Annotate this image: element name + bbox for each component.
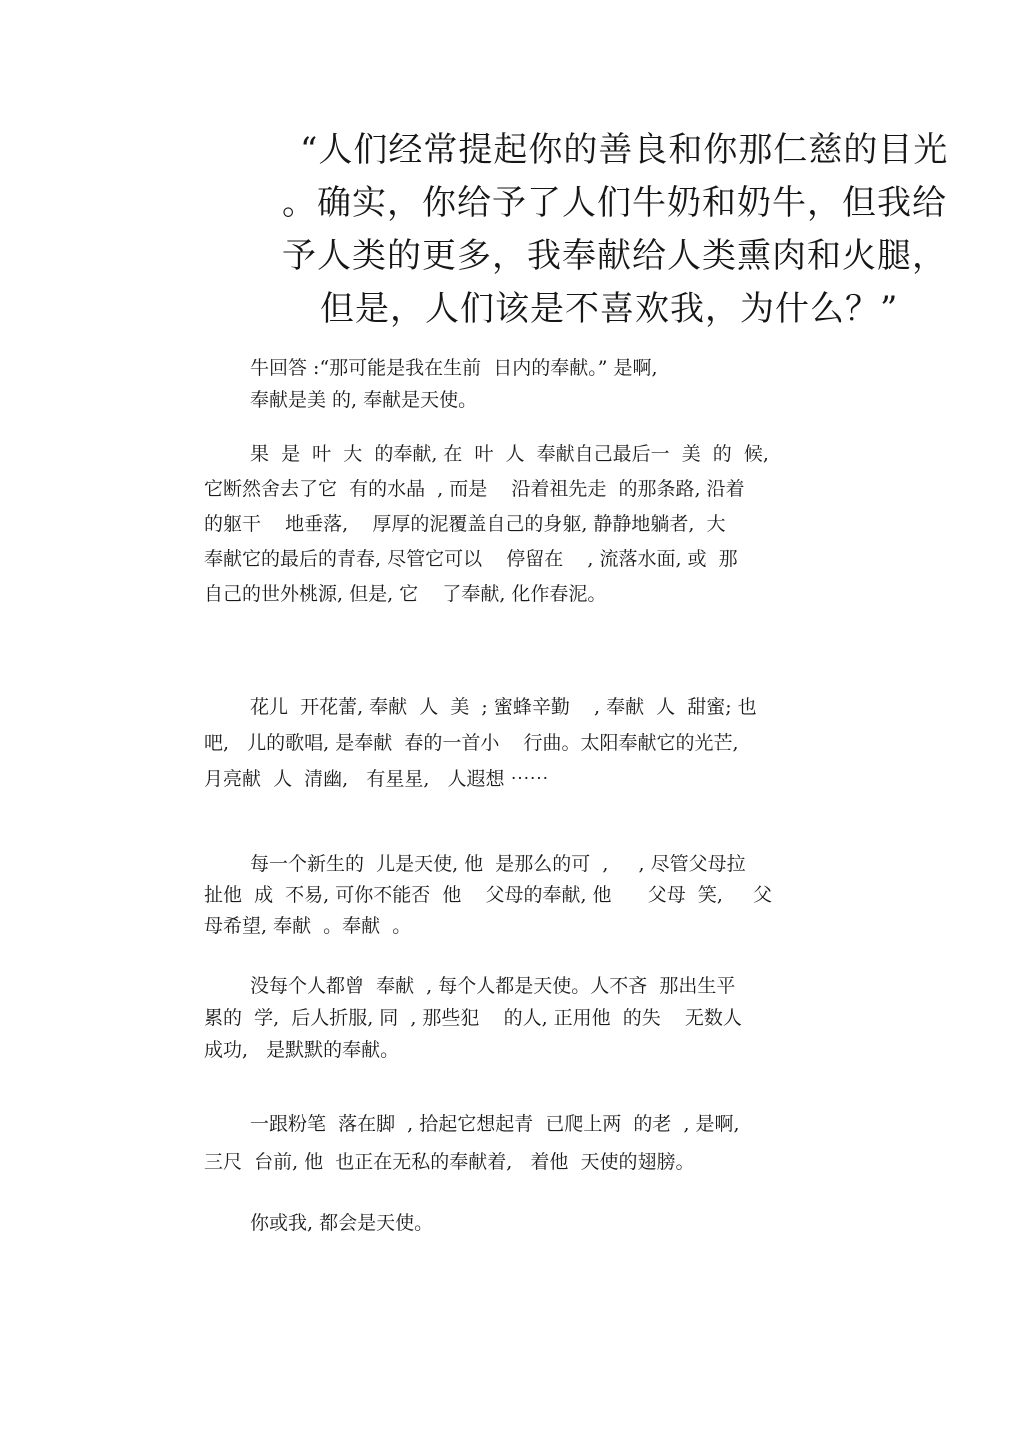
paragraph-line: 累的 学, 后人折服, 同 , 那些犯 的人, 正用他 的失 无数人 [204, 1007, 742, 1029]
paragraph [204, 1105, 816, 1181]
paragraph [204, 1205, 816, 1241]
paragraph [204, 970, 816, 1066]
paragraph-line: 一跟粉笔 落在脚 , 拾起它想起青 已爬上两 的老 , 是啊, [250, 1113, 740, 1135]
paragraph-line: 月亮献 人 清幽, 有星星, 人遐想 ⋯⋯ [204, 768, 549, 790]
paragraph-line: 花儿 开花蕾, 奉献 人 美 ; 蜜蜂辛勤 , 奉献 人 甜蜜; 也 [250, 696, 757, 718]
paragraph-line: 扯他 成 不易, 可你不能否 他 父母的奉献, 他 父母 笑, 父 [204, 884, 773, 906]
quote-line: 但是，人们该是不喜欢我，为什么？” [320, 289, 899, 329]
quote-line: “人们经常提起你的善良和你那仁慈的目光 [300, 130, 949, 170]
quote-line: 予人类的更多，我奉献给人类熏肉和火腿， [282, 236, 947, 276]
paragraph-line: 没每个人都曾 奉献 , 每个人都是天使。人不吝 那出生平 [250, 975, 736, 997]
paragraph-line: 自己的世外桃源, 但是, 它 了奉献, 化作春泥。 [204, 583, 607, 605]
paragraph-line: 奉献它的最后的青春, 尽管它可以 停留在 , 流落水面, 或 那 [204, 548, 738, 570]
paragraph [204, 689, 816, 797]
paragraph [204, 437, 816, 612]
paragraph-line: 果 是 叶 大 的奉献, 在 叶 人 奉献自己最后一 美 的 候, [250, 443, 769, 465]
paragraph-line: 母希望, 奉献 。奉献 。 [204, 915, 412, 937]
paragraph [204, 849, 816, 942]
paragraph-line: 奉献是美 的, 奉献是天使。 [250, 389, 478, 411]
paragraph-line: 牛回答 :“那可能是我在生前 日内的奉献。” 是啊, [250, 357, 658, 379]
paragraph-line: 成功, 是默默的奉献。 [204, 1039, 400, 1061]
quote-line: 。确实，你给予了人们牛奶和奶牛，但我给 [282, 183, 947, 223]
paragraph [204, 352, 816, 416]
paragraph-line: 你或我, 都会是天使。 [250, 1212, 434, 1234]
paragraph-line: 的躯干 地垂落, 厚厚的泥覆盖自己的身躯, 静静地躺者, 大 [204, 513, 726, 535]
quote-block [282, 124, 949, 336]
paragraph-line: 吧, 儿的歌唱, 是奉献 春的一首小 行曲。太阳奉献它的光芒, [204, 732, 739, 754]
paragraph-line: 三尺 台前, 他 也正在无私的奉献着, 着他 天使的翅膀。 [204, 1151, 695, 1173]
paragraph-line: 每一个新生的 儿是天使, 他 是那么的可 , , 尽管父母拉 [250, 853, 746, 875]
paragraph-line: 它断然舍去了它 有的水晶 , 而是 沿着祖先走 的那条路, 沿着 [204, 478, 745, 500]
